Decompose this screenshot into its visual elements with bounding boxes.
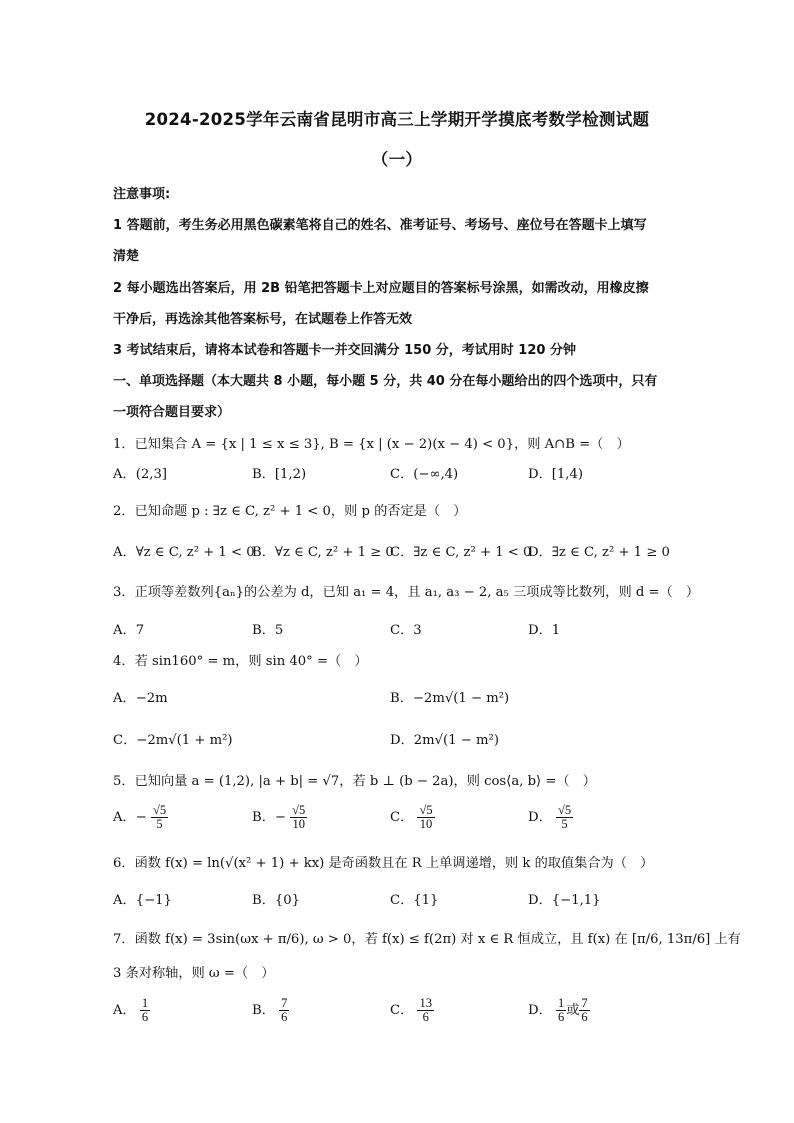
- fraction-denominator: 10: [292, 817, 305, 831]
- fraction-numerator: √5: [557, 803, 572, 817]
- q2-option-a: A．∀z ∈ C, z² + 1 < 0: [113, 545, 255, 560]
- q2-option-d: D．∃z ∈ C, z² + 1 ≥ 0: [528, 545, 670, 560]
- q3-option-c: C．3: [390, 623, 422, 638]
- q7-option-d: [528, 997, 590, 1024]
- fraction-numerator: √5: [152, 803, 167, 817]
- q7-option-b-prefix: B．: [252, 1003, 275, 1018]
- q7-option-c-fraction: [417, 997, 434, 1024]
- q5-option-c-fraction: [417, 804, 434, 831]
- q6-option-a: A．{−1}: [113, 893, 172, 908]
- q3-option-d: D．1: [528, 623, 561, 638]
- page-subtitle: （一）: [371, 150, 423, 169]
- q5-option-b: [252, 804, 307, 831]
- q7-option-d-or: 或: [566, 1003, 580, 1018]
- q4-option-d: D．2m√(1 − m²): [390, 733, 499, 748]
- fraction-denominator: 6: [422, 1010, 429, 1024]
- notice-item-2-cont: 干净后，再选涂其他答案标号，在试题卷上作答无效: [113, 312, 413, 327]
- question-3-stem: 3．正项等差数列{aₙ}的公差为 d，已知 a₁ = 4，且 a₁, a₃ − 2, a₅ 三项成等比数列，则 d =（ ）: [113, 585, 700, 600]
- q7-option-c-prefix: C．: [390, 1003, 414, 1018]
- section-1-heading-cont: 一项符合题目要求）: [113, 405, 231, 420]
- q3-option-b: B．5: [252, 623, 284, 638]
- fraction-denominator: 5: [561, 817, 568, 831]
- q6-option-d: D．{−1,1}: [528, 893, 601, 908]
- q5-option-d: [528, 804, 573, 831]
- q5-option-a-fraction: [151, 804, 168, 831]
- notice-heading: 注意事项:: [113, 187, 171, 202]
- notice-item-3: 3 考试结束后，请将本试卷和答题卡一并交回满分 150 分，考试用时 120 分钟: [113, 343, 576, 358]
- fraction-numerator: 13: [419, 996, 432, 1010]
- fraction-denominator: 6: [581, 1010, 588, 1024]
- fraction-denominator: 10: [419, 817, 433, 831]
- q5-option-a-prefix: A．−: [113, 810, 147, 825]
- q7-option-c: [390, 997, 434, 1024]
- q7-option-b: [252, 997, 289, 1024]
- fraction-denominator: 6: [281, 1010, 288, 1024]
- q5-option-c-prefix: C．: [390, 810, 414, 825]
- q5-option-a: [113, 804, 168, 831]
- notice-item-1-cont: 清楚: [113, 249, 140, 264]
- page-title: 2024-2025学年云南省昆明市高三上学期开学摸底考数学检测试题: [144, 110, 650, 129]
- q7-option-a-fraction: [140, 997, 150, 1024]
- fraction-numerator: √5: [292, 803, 306, 817]
- q5-option-b-prefix: B．−: [252, 810, 286, 825]
- fraction-numerator: 1: [141, 996, 149, 1010]
- q5-option-c: [390, 804, 435, 831]
- notice-item-2: 2 每小题选出答案后，用 2B 铅笔把答题卡上对应题目的答案标号涂黑，如需改动，用橡皮擦: [113, 281, 649, 296]
- fraction-numerator: √5: [419, 803, 433, 817]
- q1-option-d: D．[1,4): [528, 467, 584, 482]
- q7-option-d-fraction-2: [579, 997, 589, 1024]
- q6-option-b: B．{0}: [252, 893, 301, 908]
- section-1-heading: 一、单项选择题（本大题共 8 小题，每小题 5 分，共 40 分在每小题给出的四个选项中，只有: [113, 374, 658, 389]
- q5-option-b-fraction: [290, 804, 307, 831]
- q5-option-d-prefix: D．: [528, 810, 552, 825]
- q4-option-a: A．−2m: [113, 691, 168, 706]
- fraction-denominator: 6: [557, 1010, 565, 1024]
- q1-option-a: A．(2,3]: [113, 467, 167, 482]
- q5-option-d-fraction: [556, 804, 573, 831]
- question-1-stem: 1．已知集合 A = {x | 1 ≤ x ≤ 3}, B = {x | (x − 2)(x − 4) < 0}，则 A∩B =（ ）: [113, 437, 630, 452]
- q7-option-d-prefix: D．: [528, 1003, 552, 1018]
- q7-option-a-prefix: A．: [113, 1003, 136, 1018]
- q1-option-b: B．[1,2): [252, 467, 307, 482]
- question-4-stem: 4．若 sin160° = m，则 sin 40° =（ ）: [113, 654, 368, 669]
- q4-option-c: C．−2m√(1 + m²): [113, 733, 233, 748]
- question-5-stem: 5．已知向量 a = (1,2), |a + b| = √7，若 b ⊥ (b − 2a)，则 cos⟨a, b⟩ =（ ）: [113, 774, 596, 789]
- q4-option-b: B．−2m√(1 − m²): [390, 691, 510, 706]
- q1-option-c: C．(−∞,4): [390, 467, 459, 482]
- q7-option-b-fraction: [279, 997, 289, 1024]
- q7-option-d-fraction-1: [556, 997, 566, 1024]
- notice-item-1: 1 答题前，考生务必用黑色碳素笔将自己的姓名、准考证号、考场号、座位号在答题卡上填写: [113, 218, 647, 233]
- fraction-numerator: 1: [557, 996, 565, 1010]
- question-2-stem: 2．已知命题 p : ∃z ∈ C, z² + 1 < 0，则 p 的否定是（ ）: [113, 504, 467, 519]
- q2-option-c: C．∃z ∈ C, z² + 1 < 0: [390, 545, 532, 560]
- q2-option-b: B．∀z ∈ C, z² + 1 ≥ 0: [252, 545, 394, 560]
- fraction-numerator: 7: [281, 996, 288, 1010]
- question-7-stem-cont: 3 条对称轴，则 ω =（ ）: [113, 966, 275, 981]
- question-6-stem: 6．函数 f(x) = ln(√(x² + 1) + kx) 是奇函数且在 R 上单调递增，则 k 的取值集合为（ ）: [113, 856, 654, 871]
- fraction-denominator: 6: [141, 1010, 149, 1024]
- q3-option-a: A．7: [113, 623, 145, 638]
- q6-option-c: C．{1}: [390, 893, 439, 908]
- q7-option-a: [113, 997, 150, 1024]
- question-7-stem: 7．函数 f(x) = 3sin(ωx + π/6), ω > 0，若 f(x) ≤ f(2π) 对 x ∈ R 恒成立，且 f(x) 在 [π/6, 13π/6] 上有: [113, 932, 741, 947]
- fraction-numerator: 7: [581, 996, 588, 1010]
- fraction-denominator: 5: [156, 817, 163, 831]
